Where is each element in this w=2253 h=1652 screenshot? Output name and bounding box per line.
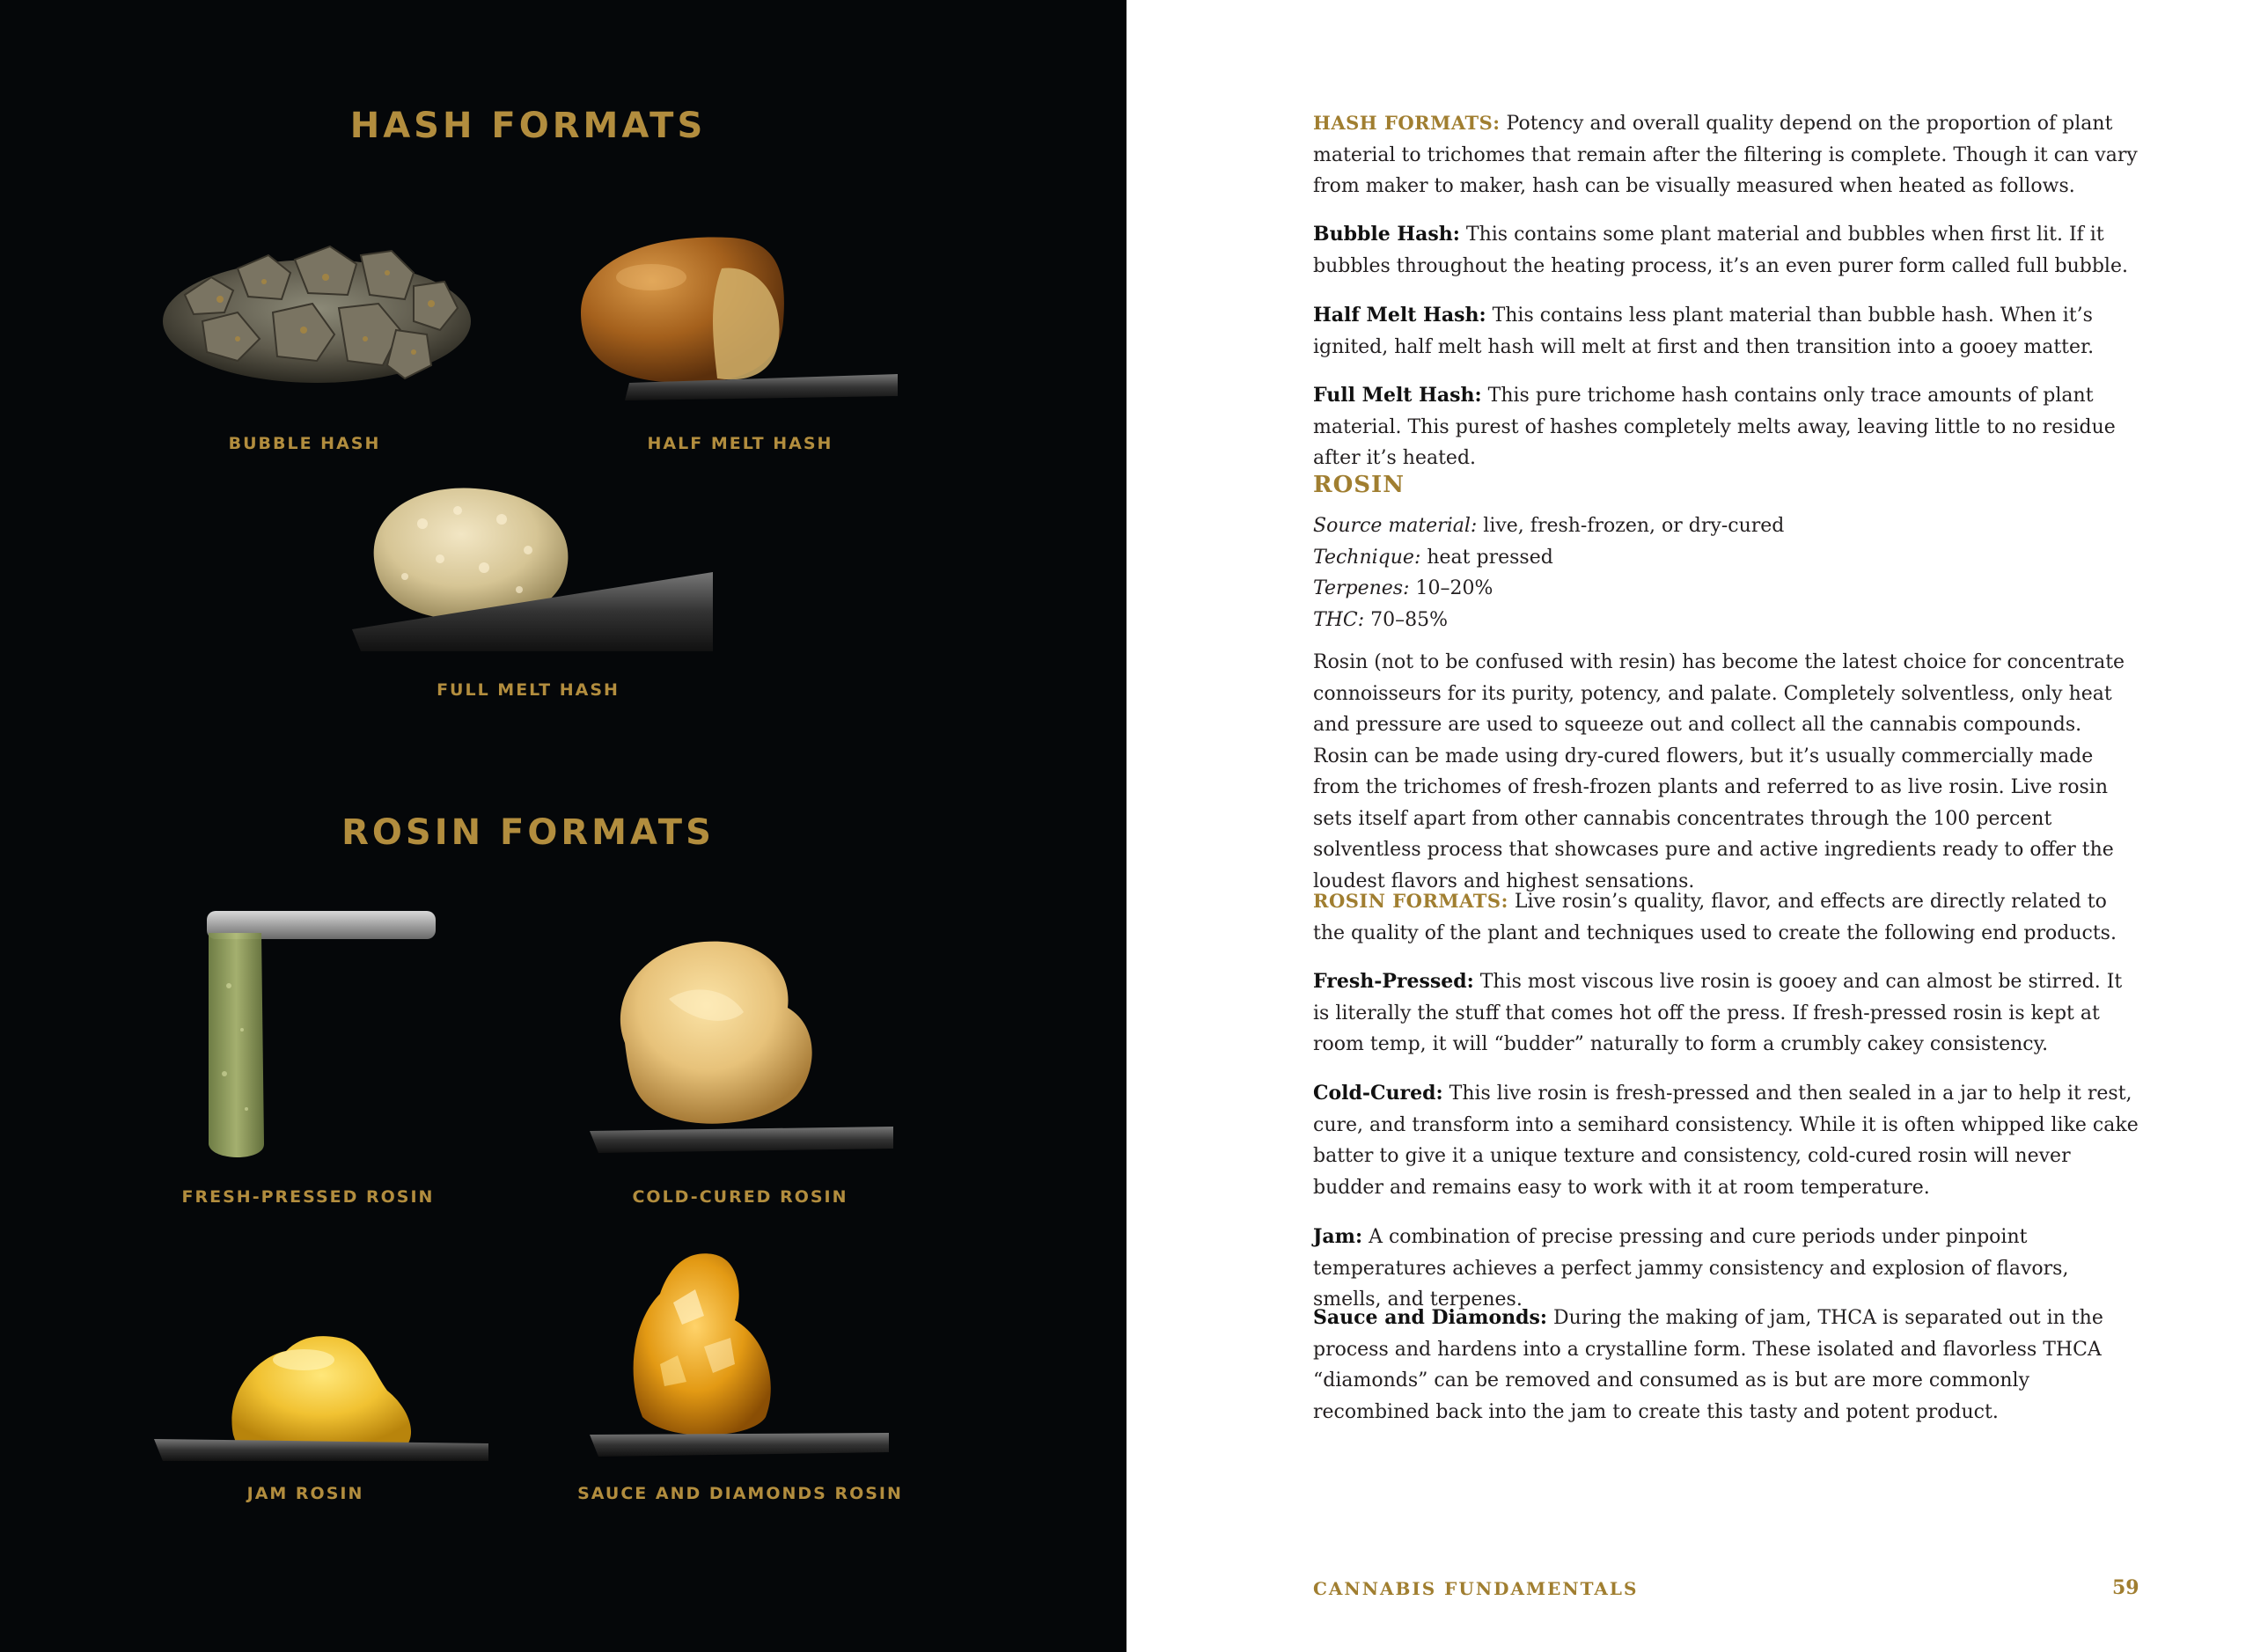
full-melt-hash-photo: [352, 462, 713, 651]
rosin-body-paragraph: Rosin (not to be confused with resin) has become the latest choice for concentrate connoisseurs for its purity, potency, and palate. Completely solventless, only heat and pressure are used to squeeze out and collect all the cannabis compounds. Rosin can be made using dry-cured flowers, but it’s usually commercially made from the trichomes of fresh-frozen plants and referred to as live rosin. Live rosin sets itself apart from other cannabis concentrates through the 100 percent solventless process that showcases pure and active ingredients ready to offer the loudest flavors and highest sensations.: [1313, 651, 2125, 892]
page-number: 59: [2112, 1576, 2139, 1599]
bubble-hash-caption: BUBBLE HASH: [228, 434, 381, 453]
sauce-and-diamonds-rosin-caption: SAUCE AND DIAMONDS ROSIN: [577, 1484, 903, 1503]
rosin-formats-text: Live rosin’s quality, flavor, and effects are directly related to the quality of the plant and techniques used to create the following end products.: [1313, 891, 2117, 944]
sauce-and-diamonds-rosin-photo: [590, 1241, 889, 1461]
fresh-pressed-rosin-photo: [198, 907, 436, 1162]
fresh-pressed-lead: Fresh-Pressed:: [1313, 970, 1474, 993]
cold-cured-text: This live rosin is fresh-pressed and then sealed in a jar to help it rest, cure, and transform into a semihard consistency. While it is often whipped like cake batter to give it a unique texture and consistency, cold-cured rosin will never budder and remains easy to work with it at room temperature.: [1313, 1083, 2139, 1199]
spec-technique-label: Technique:: [1313, 547, 1421, 569]
spec-terpenes: [1313, 577, 1493, 599]
rosin-formats-lead: ROSIN FORMATS:: [1313, 890, 1508, 912]
running-title: CANNABIS FUNDAMENTALS: [1313, 1578, 1639, 1599]
bubble-hash-lead: Bubble Hash:: [1313, 223, 1460, 246]
cold-cured-lead: Cold-Cured:: [1313, 1082, 1443, 1105]
rosin-formats-heading: ROSIN FORMATS: [341, 812, 715, 853]
spec-terpenes-label: Terpenes:: [1313, 577, 1410, 599]
jam-lead: Jam:: [1313, 1225, 1363, 1248]
jam-text: A combination of precise pressing and cure periods under pinpoint temperatures achieves a perfect jammy consistency and explosion of flavors, smells, and terpenes.: [1313, 1226, 2069, 1311]
cold-cured-rosin-caption: COLD-CURED ROSIN: [632, 1187, 848, 1207]
half-melt-hash-lead: Half Melt Hash:: [1313, 304, 1486, 327]
bubble-hash-text: This contains some plant material and bubbles when first lit. If it bubbles throughout the heating process, it’s an even purer form called full bubble.: [1313, 224, 2128, 277]
half-melt-hash-photo: [563, 216, 898, 400]
rosin-section-title: ROSIN: [1313, 472, 1405, 498]
jam-rosin-caption: JAM ROSIN: [246, 1484, 364, 1503]
half-melt-hash-paragraph: [1313, 300, 2140, 363]
full-melt-hash-caption: FULL MELT HASH: [437, 680, 620, 700]
bubble-hash-paragraph: [1313, 219, 2140, 282]
rosin-formats-paragraph: [1313, 885, 2140, 949]
bubble-hash-photo: [150, 216, 475, 400]
sauce-and-diamonds-text: During the making of jam, THCA is separated out in the process and hardens into a crystalline form. These isolated and flavorless THCA “diamonds” can be removed and consumed as is but are more commonly recombined back into the jam to create this tasty and potent product.: [1313, 1307, 2103, 1423]
spec-terpenes-value: 10–20%: [1409, 577, 1493, 599]
left-page-photo-spread: [0, 0, 1126, 1652]
full-melt-hash-lead: Full Melt Hash:: [1313, 384, 1482, 407]
sauce-and-diamonds-paragraph: [1313, 1303, 2140, 1428]
fresh-pressed-text: This most viscous live rosin is gooey and can almost be stirred. It is literally the stuff that comes hot off the press. If fresh-pressed rosin is kept at room temp, it will “budder” naturally to form a crumbly cakey consistency.: [1313, 971, 2123, 1055]
spec-source-value: live, fresh-frozen, or dry-cured: [1477, 515, 1785, 537]
jam-paragraph: [1313, 1222, 2140, 1316]
spec-thc: [1313, 609, 1448, 631]
full-melt-hash-paragraph: [1313, 380, 2140, 474]
fresh-pressed-paragraph: [1313, 966, 2140, 1061]
full-melt-hash-text: This pure trichome hash contains only trace amounts of plant material. This purest of hashes completely melts away, leaving little to no residue after it’s heated.: [1313, 385, 2116, 469]
jam-rosin-photo: [154, 1320, 488, 1465]
hash-formats-text: Potency and overall quality depend on the proportion of plant material to trichomes that remain after the filtering is complete. Though it can vary from maker to maker, hash can be visually measured when heated as follows.: [1313, 113, 2138, 197]
cold-cured-paragraph: [1313, 1078, 2140, 1203]
right-page-text: [1126, 0, 2253, 1652]
hash-formats-heading: HASH FORMATS: [349, 106, 707, 146]
spec-thc-label: THC:: [1313, 609, 1365, 631]
cold-cured-rosin-photo: [590, 929, 893, 1153]
half-melt-hash-caption: HALF MELT HASH: [647, 434, 833, 453]
spec-technique: [1313, 547, 1553, 569]
spec-thc-value: 70–85%: [1364, 609, 1448, 631]
hash-formats-paragraph: [1313, 107, 2140, 202]
half-melt-hash-text: This contains less plant material than bubble hash. When it’s ignited, half melt hash will melt at first and then transition into a gooey matter.: [1313, 305, 2095, 358]
fresh-pressed-rosin-caption: FRESH-PRESSED ROSIN: [181, 1187, 435, 1207]
spec-source-material: [1313, 515, 1784, 537]
spec-technique-value: heat pressed: [1420, 547, 1553, 569]
hash-formats-lead: HASH FORMATS:: [1313, 112, 1501, 134]
spec-source-label: Source material:: [1313, 515, 1478, 537]
sauce-and-diamonds-lead: Sauce and Diamonds:: [1313, 1306, 1548, 1329]
